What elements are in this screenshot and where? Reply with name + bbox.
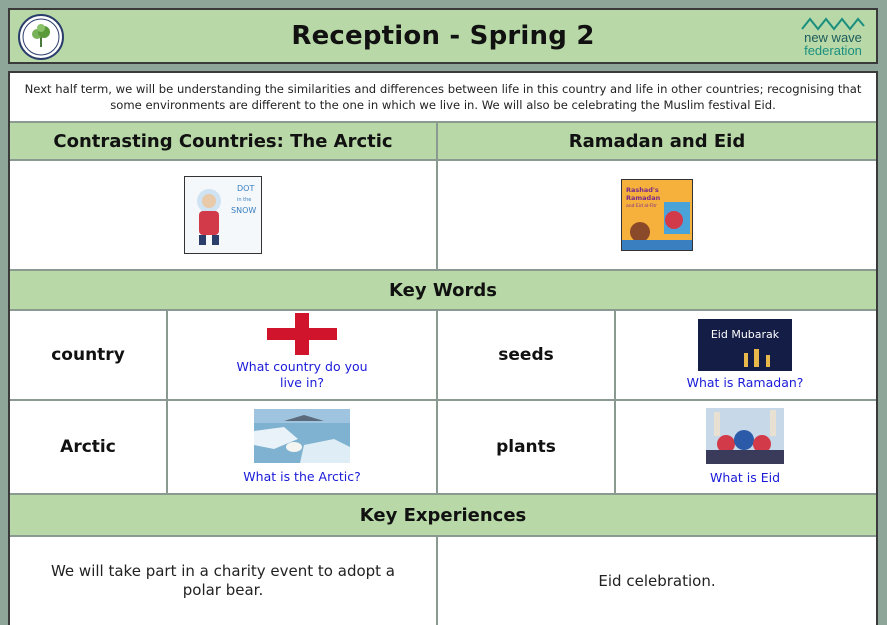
experience-polar-bear: We will take part in a charity event to adopt a polar bear.	[10, 537, 438, 625]
ramadan-question-link[interactable]: What is Ramadan?	[686, 375, 804, 390]
content-panel	[8, 71, 878, 625]
key-word-country: country	[10, 311, 168, 399]
dot-in-the-snow-book-cover	[184, 176, 262, 254]
book-cover-illustration	[185, 177, 262, 254]
page-header	[8, 8, 878, 64]
key-words-heading-row	[10, 271, 876, 311]
federation-logo	[796, 12, 870, 62]
book-title-line1: DOT	[237, 184, 255, 193]
book-title-line3: SNOW	[231, 206, 257, 215]
eid-question-link[interactable]: What is Eid	[709, 470, 781, 485]
intro-text: Next half term, we will be understanding the similarities and differences between life in this country and life in other countries; recognising that some environments are different to the one in which we live in. We will also be celebrating the Muslim festival Eid.	[10, 73, 876, 123]
key-word-country-resource[interactable]	[168, 311, 438, 399]
key-experiences-heading: Key Experiences	[10, 495, 876, 535]
key-experiences-row	[10, 537, 876, 625]
eid-mubarak-text: Eid Mubarak	[710, 328, 780, 341]
key-word-arctic-resource[interactable]	[168, 401, 438, 493]
experience-eid: Eid celebration.	[598, 571, 716, 590]
school-logo	[18, 14, 64, 60]
arctic-polar-bear-image	[254, 409, 350, 463]
key-word-seeds: seeds	[438, 311, 616, 399]
page-title: Reception - Spring 2	[291, 21, 595, 51]
rashads-ramadan-book-cover	[621, 179, 693, 251]
eid-mubarak-image	[698, 319, 792, 371]
book-title-line1: Rashad's	[626, 186, 659, 194]
topic-heading-ramadan: Ramadan and Eid	[438, 123, 876, 159]
arctic-question-link[interactable]: What is the Arctic?	[243, 469, 361, 484]
key-experiences-heading-row	[10, 495, 876, 537]
federation-name-line1: new wave	[804, 30, 862, 45]
book-cover-illustration	[622, 180, 693, 251]
key-word-plants-resource[interactable]	[616, 401, 874, 493]
key-words-heading: Key Words	[10, 271, 876, 309]
book-cell-arctic	[10, 161, 438, 269]
topic-headings-row	[10, 123, 876, 161]
book-cell-ramadan	[438, 161, 876, 269]
topic-heading-arctic: Contrasting Countries: The Arctic	[10, 123, 438, 159]
books-row	[10, 161, 876, 271]
book-title-line2: Ramadan	[626, 194, 661, 202]
book-title-line2: in the	[237, 197, 252, 203]
key-word-plants: plants	[438, 401, 616, 493]
federation-name-line2: federation	[804, 43, 862, 58]
key-words-row-1	[10, 311, 876, 401]
book-title-line3: and Eid al-Fitr	[626, 204, 658, 209]
wave-icon	[800, 17, 866, 31]
tree-icon	[21, 17, 61, 57]
key-words-row-2	[10, 401, 876, 495]
england-flag-image	[267, 313, 337, 355]
country-question-link[interactable]: What country do you live in?	[236, 359, 368, 390]
key-word-arctic: Arctic	[10, 401, 168, 493]
eid-celebration-image	[706, 408, 784, 464]
key-word-seeds-resource[interactable]	[616, 311, 874, 399]
